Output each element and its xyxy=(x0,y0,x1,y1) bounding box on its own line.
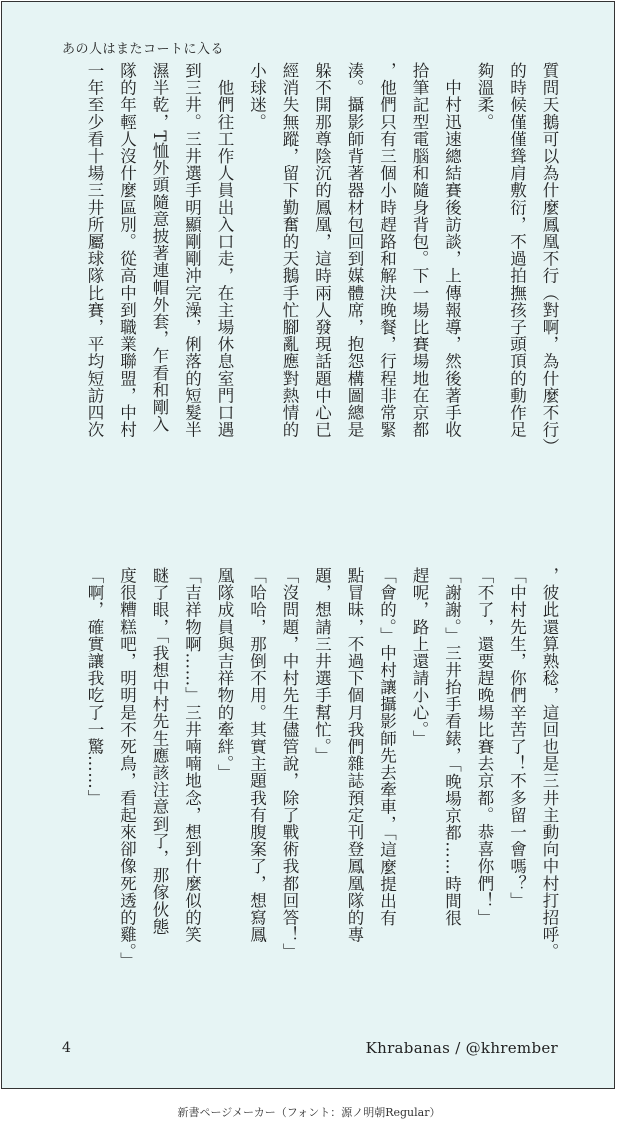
text-column: 夠溫柔。 xyxy=(475,62,494,131)
text-column: 他們往工作人員出入口走，在主場休息室門口遇 xyxy=(215,62,234,439)
text-column: 隊的年輕人沒什麼區別。從高中到職業聯盟，中村 xyxy=(117,62,137,439)
text-column: 的時候僅僅聳肩敷衍，不過拍撫孩子頭頂的動作足 xyxy=(507,62,527,439)
text-column: ，他們只有三個小時趕路和解決晚餐，行程非常緊 xyxy=(377,62,397,439)
text-column: 「謝謝。」三井抬手看錶，「晚場京都……時間很 xyxy=(442,567,462,927)
text-column: 題，想請三井選手幫忙。」 xyxy=(312,567,332,764)
lower-text-block xyxy=(62,567,565,1007)
page-number: 4 xyxy=(62,1040,71,1056)
text-column: 趕呢，路上還請小心。」 xyxy=(410,567,429,747)
author-credit: Khrabanas / @khrember xyxy=(365,1039,558,1057)
text-column: 瞇了眼，「我想中村先生應該注意到了，那傢伙態 xyxy=(150,567,169,935)
book-page xyxy=(1,1,615,1089)
upper-text-block xyxy=(62,62,565,512)
text-column: 「不了，還要趕晚場比賽去京都。恭喜你們！」 xyxy=(475,567,494,927)
text-column: 躲不開那尊陰沉的鳳凰，這時兩人發現話題中心已 xyxy=(312,62,332,439)
text-column: 拾筆記型電腦和隨身背包。下一場比賽場地在京都 xyxy=(410,62,429,439)
text-column: 中村迅速總結賽後訪談，上傳報導，然後著手收 xyxy=(442,62,462,439)
text-column: 小球迷。 xyxy=(247,62,267,131)
text-column: 「吉祥物啊……」三井喃喃地念，想到什麼似的笑 xyxy=(182,567,202,944)
text-column: 「沒問題，中村先生儘管說，除了戰術我都回答！」 xyxy=(280,567,299,961)
text-column: 度很糟糕吧，明明是不死鳥，看起來卻像死透的雞。」 xyxy=(117,567,137,970)
text-column: 點冒昧，不過下個月我們雜誌預定刊登鳳凰隊的專 xyxy=(345,567,364,944)
text-column: 「會的。」中村讓攝影師先去牽車，「這麼提出有 xyxy=(377,567,397,927)
text-column: 湊。攝影師背著器材包回到媒體席，抱怨構圖總是 xyxy=(345,62,364,439)
text-column: 濕半乾，T恤外頭隨意披著連帽外套，乍看和剛入 xyxy=(150,62,169,433)
text-column: 經消失無蹤，留下勤奮的天鵝手忙腳亂應對熱情的 xyxy=(280,62,299,439)
text-column: ，彼此還算熟稔，這回也是三井主動向中村打招呼。 xyxy=(540,567,559,961)
text-column: 「哈哈，那倒不用。其實主題我有腹案了，想寫鳳 xyxy=(247,567,267,944)
text-column: 「啊，確實讓我吃了一驚……」 xyxy=(85,567,104,807)
running-header-title: あの人はまたコートに入る xyxy=(62,42,225,57)
text-column: 質問天鵝可以為什麼鳳凰不行（對啊，為什麼不行） xyxy=(540,62,559,456)
text-column: 「中村先生，你們辛苦了！不多留一會嗎？」 xyxy=(507,567,527,909)
generator-caption: 新書ページメーカー（フォント：源ノ明朝Regular） xyxy=(177,1106,441,1119)
text-column: 一年至少看十場三井所屬球隊比賽，平均短訪四次 xyxy=(85,62,104,439)
text-column: 到三井。三井選手明顯剛剛沖完澡，俐落的短髮半 xyxy=(182,62,202,439)
text-column: 凰隊成員與吉祥物的牽絆。」 xyxy=(215,567,234,782)
